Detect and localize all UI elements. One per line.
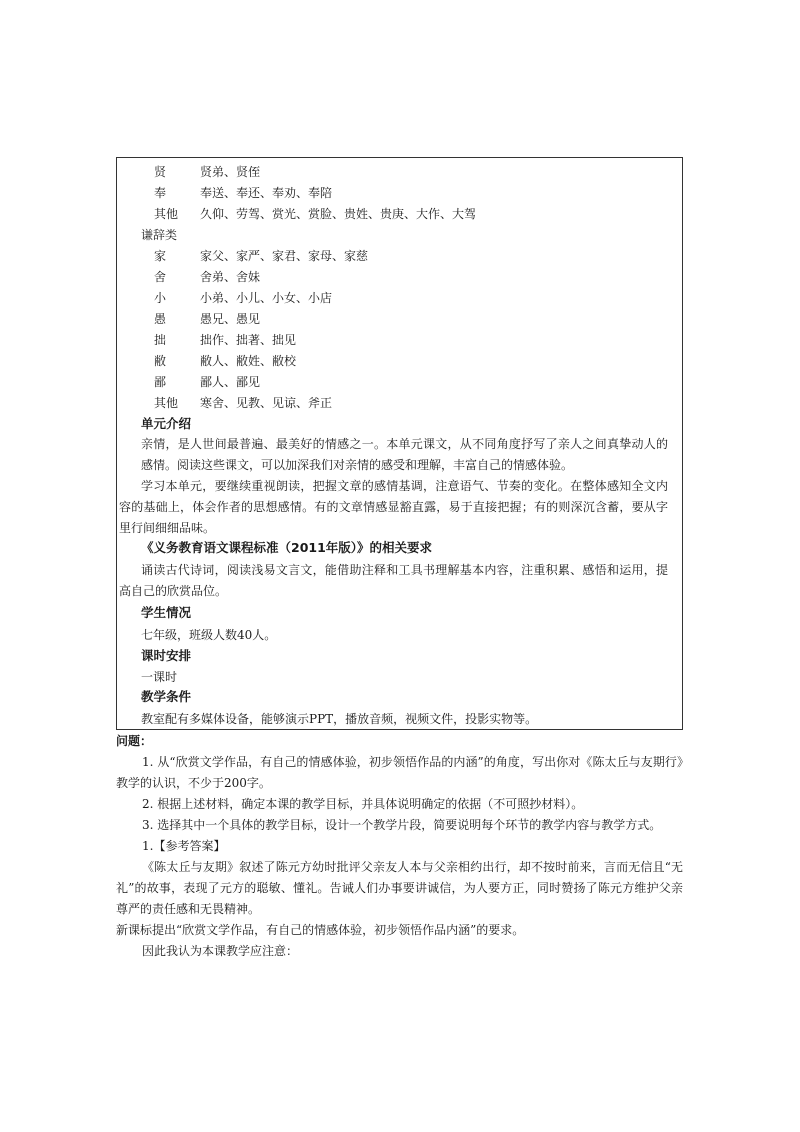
answer-paragraph: 《陈太丘与友期》叙述了陈元方幼时批评父亲友人本与父亲相约出行，却不按时前来，言而无信且“无礼”的故事，表现了元方的聪敏、懂礼。告诫人们办事要讲诚信，为人要方正，同时赞扬了陈元方维护父亲尊严的责任感和无畏精神。 [116,860,683,916]
vocab-char: 奉 [154,186,167,200]
answer-label: 1.【参考答案】 [142,839,226,853]
vocab-char: 拙 [154,333,167,347]
question-1: 1. 从“欣赏文学作品，有自己的情感体验，初步领悟作品的内涵”的角度，写出你对《陈太丘与友期行》教学的认识，不少于200字。 [116,755,683,790]
conditions-heading: 教学条件 [141,689,192,704]
vocab-words: 敝人、敝姓、敝校 [200,354,297,368]
vocab-char: 愚 [154,312,167,326]
vocab-words: 家父、家严、家君、家母、家慈 [200,249,369,263]
students-text: 七年级，班级人数40人。 [141,628,277,642]
vocab-words: 拙作、拙著、拙见 [200,333,297,347]
vocab-words: 贤弟、贤侄 [200,165,261,179]
unit-intro-paragraph: 学习本单元，要继续重视朗读，把握文章的感情基调，注意语气、节奏的变化。在整体感知全文内容的基础上，体会作者的思想感情。有的文章情感显豁直露，易于直接把握；有的则深沉含蓄，要从字里行间细细品味。 [119,479,668,535]
answer-paragraph: 新课标提出“欣赏文学作品，有自己的情感体验，初步领悟作品内涵”的要求。 [116,923,525,937]
vocab-words: 舍弟、舍妹 [200,270,261,284]
vocab-char: 鄙 [154,375,167,389]
vocab-category: 谦辞类 [141,228,178,242]
vocab-char: 小 [154,291,167,305]
vocab-words: 愚兄、愚见 [200,312,261,326]
students-heading: 学生情况 [141,605,192,620]
vocab-char: 其他 [154,396,179,410]
vocab-words: 小弟、小儿、小女、小店 [200,291,333,305]
vocab-char: 其他 [154,207,179,221]
vocab-words: 久仰、劳驾、赏光、赏脸、贵姓、贵庚、大作、大驾 [200,207,477,221]
vocab-words: 奉送、奉还、奉劝、奉陪 [200,186,333,200]
unit-intro-paragraph: 亲情，是人世间最普遍、最美好的情感之一。本单元课文，从不同角度抒写了亲人之间真挚动人的感情。阅读这些课文，可以加深我们对亲情的感受和理解，丰富自己的情感体验。 [141,437,668,472]
vocab-char: 舍 [154,270,167,284]
vocab-char: 敝 [154,354,167,368]
vocab-words: 鄙人、鄙见 [200,375,261,389]
vocab-words: 寒舍、见教、见谅、斧正 [200,396,333,410]
schedule-text: 一课时 [141,670,178,684]
unit-intro-heading: 单元介绍 [141,416,192,431]
standard-heading: 《义务教育语文课程标准（2011年版）》的相关要求 [141,540,433,555]
question-2: 2. 根据上述材料，确定本课的教学目标，并具体说明确定的依据（不可照抄材料）。 [142,797,584,811]
conditions-text: 教室配有多媒体设备，能够演示PPT，播放音频，视频文件，投影实物等。 [141,712,538,726]
schedule-heading: 课时安排 [141,648,192,663]
vocab-char: 家 [154,249,167,263]
question-3: 3. 选择其中一个具体的教学目标，设计一个教学片段，简要说明每个环节的教学内容与教学方式。 [142,818,662,832]
vocab-char: 贤 [154,165,167,179]
standard-paragraph: 诵读古代诗词，阅读浅易文言文，能借助注释和工具书理解基本内容，注重积累、感悟和运用，提高自己的欣赏品位。 [119,563,668,598]
answer-paragraph: 因此我认为本课教学应注意： [142,944,299,958]
questions-label: 问题： [116,734,153,748]
